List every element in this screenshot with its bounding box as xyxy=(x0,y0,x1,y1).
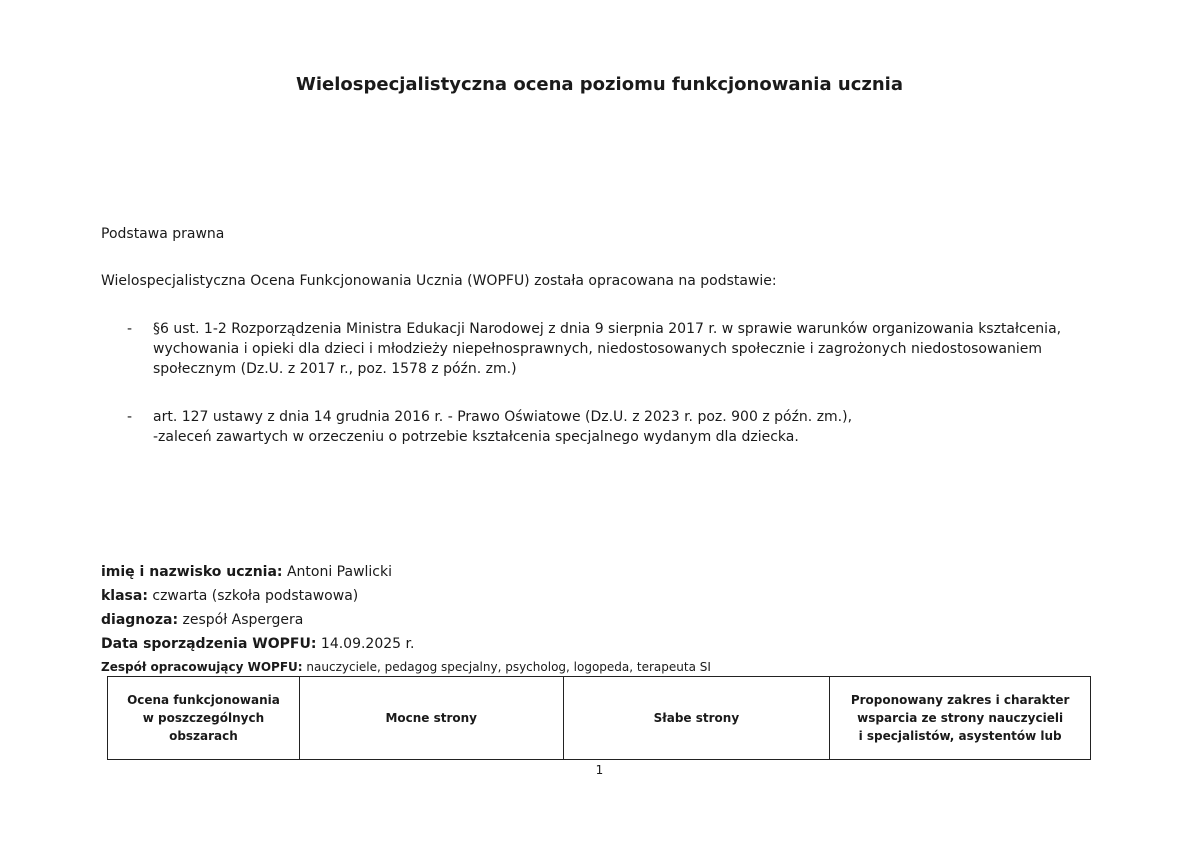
legal-basis-intro: Wielospecjalistyczna Ocena Funkcjonowania Ucznia (WOPFU) została opracowana na podstawie: xyxy=(101,273,777,289)
student-name-label: imię i nazwisko ucznia: xyxy=(101,564,283,580)
header-line: i specjalistów, asystentów lub xyxy=(858,729,1062,743)
student-diagnosis-label: diagnoza: xyxy=(101,612,179,628)
student-diagnosis-row xyxy=(101,608,711,632)
header-weaknesses xyxy=(563,677,830,760)
header-support xyxy=(830,677,1091,760)
header-strengths xyxy=(299,677,563,760)
team-row xyxy=(101,656,711,678)
assessment-table xyxy=(107,676,1091,760)
list-item xyxy=(101,407,1081,447)
document-date-row xyxy=(101,632,711,656)
student-diagnosis-value: zespół Aspergera xyxy=(182,612,304,628)
list-item-line: wychowania i opieki dla dzieci i młodzieży niepełnosprawnych, niedostosowanych społecznie i zagrożonych niedostosowaniem xyxy=(153,341,1043,357)
document-date-label: Data sporządzenia WOPFU: xyxy=(101,636,317,652)
document-title: Wielospecjalistyczna ocena poziomu funkcjonowania ucznia xyxy=(296,74,903,95)
list-item-line: §6 ust. 1-2 Rozporządzenia Ministra Edukacji Narodowej z dnia 9 sierpnia 2017 r. w sprawie warunków organizowania kształcenia, xyxy=(153,321,1062,337)
header-line: w poszczególnych xyxy=(142,711,265,725)
list-item xyxy=(101,319,1081,379)
list-item-line: -zaleceń zawartych w orzeczeniu o potrzebie kształcenia specjalnego wydanym dla dziecka. xyxy=(153,429,799,445)
header-line: wsparcia ze strony nauczycieli xyxy=(857,711,1064,725)
student-details xyxy=(101,560,711,678)
header-line: Mocne strony xyxy=(385,711,478,725)
student-class-value: czwarta (szkoła podstawowa) xyxy=(152,588,359,604)
list-item-line: art. 127 ustawy z dnia 14 grudnia 2016 r. - Prawo Oświatowe (Dz.U. z 2023 r. poz. 900 z późn. zm.), xyxy=(153,409,853,425)
page-number: 1 xyxy=(595,763,604,777)
student-class-row xyxy=(101,584,711,608)
team-label: Zespół opracowujący WOPFU: xyxy=(101,660,303,674)
list-bullet: - xyxy=(127,321,133,337)
document-date-value: 14.09.2025 r. xyxy=(320,636,415,652)
header-line: Ocena funkcjonowania xyxy=(127,693,280,707)
header-line: Proponowany zakres i charakter xyxy=(850,693,1070,707)
table-header-row xyxy=(108,677,1091,760)
legal-basis-list-1 xyxy=(101,319,1081,379)
student-class-label: klasa: xyxy=(101,588,148,604)
student-name-value: Antoni Pawlicki xyxy=(286,564,393,580)
header-functioning-assessment xyxy=(108,677,300,760)
team-value: nauczyciele, pedagog specjalny, psycholog, logopeda, terapeuta SI xyxy=(306,660,711,674)
list-bullet: - xyxy=(127,409,133,425)
header-line: Słabe strony xyxy=(653,711,740,725)
list-item-line: społecznym (Dz.U. z 2017 r., poz. 1578 z późn. zm.) xyxy=(153,361,517,377)
student-name-row xyxy=(101,560,711,584)
legal-basis-heading: Podstawa prawna xyxy=(101,226,225,242)
legal-basis-list-2 xyxy=(101,407,1081,447)
header-line: obszarach xyxy=(169,729,238,743)
